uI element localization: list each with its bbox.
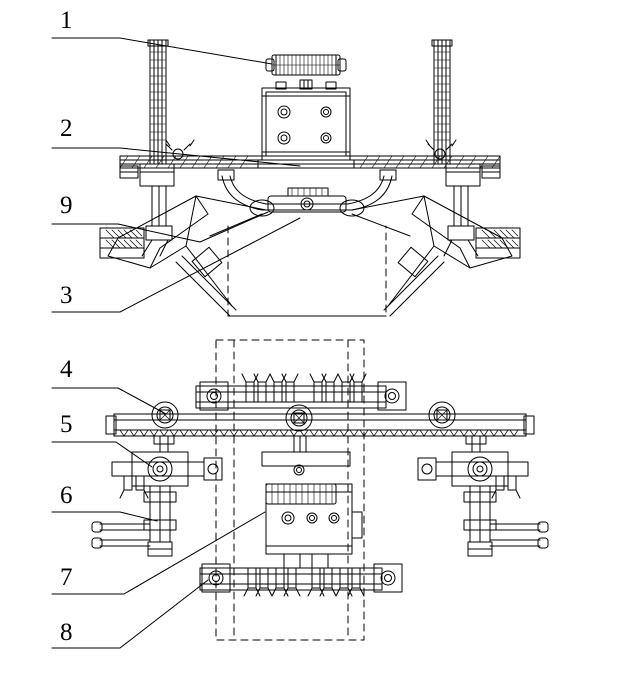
lower-top-bracket-bar [196,374,406,410]
callout-leaders [52,38,300,648]
bottom-clamp-pair-2 [272,568,300,596]
lower-bottom-bracket-bar [200,554,402,596]
upper-view-guide-lines [196,196,424,236]
upper-front-view [100,40,520,316]
callout-label-5: 5 [60,411,73,438]
right-vertical-column [432,40,452,164]
callout-label-9: 9 [60,192,73,219]
callout-label-6: 6 [60,482,73,509]
clamp-pair-4 [338,374,366,402]
bottom-clamp-pair-3 [308,568,336,596]
top-roller-cylinder [266,55,346,75]
callout-label-2: 2 [60,115,73,142]
clamp-pair-2 [270,374,298,402]
lower-rotary-hub-left [152,402,178,428]
upper-view-hidden-outline [228,226,386,316]
center-gearbox-housing [258,80,354,168]
central-bow-yoke [218,170,396,216]
lower-left-carriage [92,452,222,556]
lower-connecting-links [154,436,486,452]
callout-label-4: 4 [60,356,73,383]
callout-label-7: 7 [60,564,73,591]
left-angled-spring-arm [100,196,236,316]
clamp-pair-1 [242,374,270,402]
callout-label-1: 1 [60,7,73,34]
bottom-clamp-pair-4 [336,568,364,596]
lower-center-gearbox [262,436,362,554]
left-vertical-column [148,40,168,164]
callout-label-3: 3 [60,282,73,309]
lower-rotary-hub-center [286,405,312,431]
right-angled-spring-arm [384,196,520,316]
lower-plan-view [92,340,548,640]
lower-rotary-hub-right [429,402,455,428]
bottom-clamp-pair-1 [244,568,272,596]
callout-label-8: 8 [60,619,73,646]
clamp-pair-3 [310,374,338,402]
lower-right-carriage [418,452,548,556]
